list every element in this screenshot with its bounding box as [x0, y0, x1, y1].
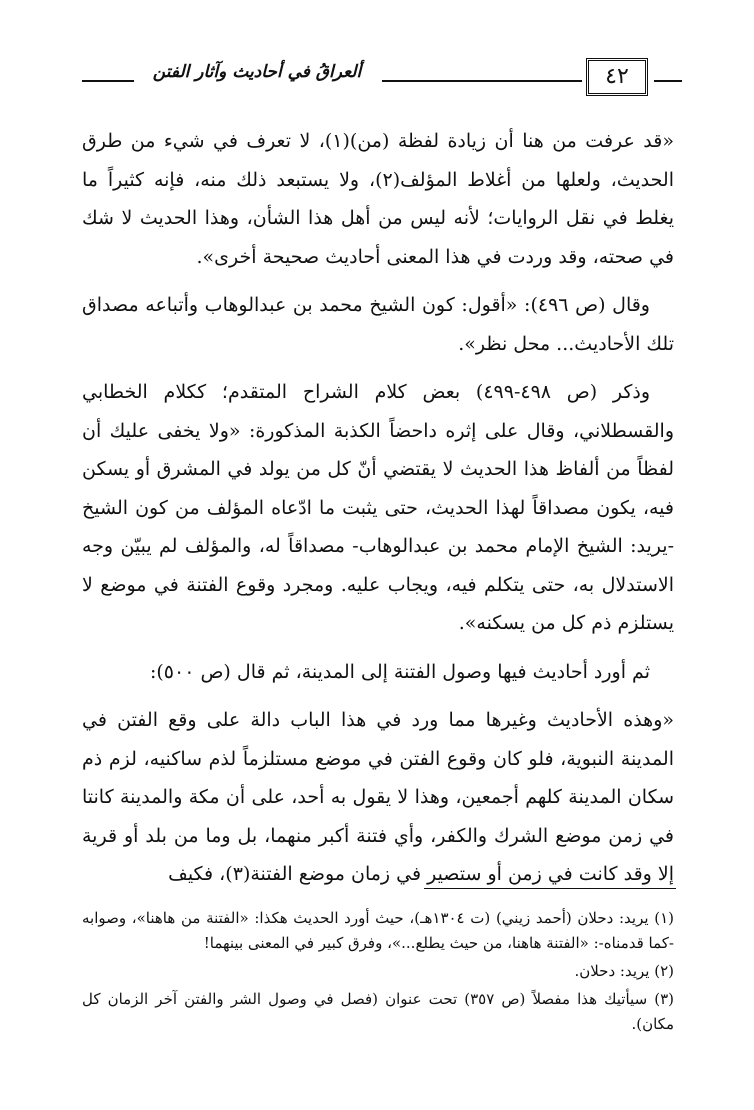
- main-text: [82, 122, 674, 904]
- header-rule-left: [82, 80, 134, 82]
- paragraph-4: ثم أورد أحاديث فيها وصول الفتنة إلى المدينة، ثم قال (ص ٥٠٠):: [149, 660, 650, 683]
- footnote-1: (١) يريد: دحلان (أحمد زيني) (ت ١٣٠٤هـ)، حيث أورد الحديث هكذا: «الفتنة من هاهنا»، وصوابه -كما قدمناه-: «الفتنة هاهنا، من حيث يطلع...»، وفرق كبير في المعنى بينهما!: [82, 909, 674, 952]
- paragraph-5: «وهذه الأحاديث وغيرها مما ورد في هذا الباب دالة على وقع الفتن في المدينة النبوية، فلو كان وقوع الفتن في موضع مستلزماً لذم ساكنيه، لزم ذم سكان المدينة كلهم أجمعين، وهذا لا يقول به أحد، على أن مكة والمدينة كانتا في زمن موضع الشرك والكفر، وأي فتنة أكبر منهما، بل وما من بلد أو قرية إلا وقد كانت في زمن أو ستصير في زمان موضع الفتنة(٣)، فكيف: [82, 709, 674, 885]
- paragraph-1: «قد عرفت من هنا أن زيادة لفظة (من)(١)، لا تعرف في شيء من طرق الحديث، ولعلها من أغلاط المؤلف(٢)، ولا يستبعد ذلك منه، فإنه كثيراً ما يغلط في نقل الروايات؛ لأنه ليس من أهل هذا الشأن، وهذا الحديث لا شك في صحته، وقد وردت في هذا المعنى أحاديث صحيحة أخرى».: [82, 130, 674, 268]
- footnote-3: (٣) سيأتيك هذا مفصلاً (ص ٣٥٧) تحت عنوان (فصل في وصول الشر والفتن آخر الزمان كل مكان).: [82, 990, 675, 1033]
- running-header: [82, 58, 682, 102]
- header-rule-right: [654, 80, 682, 82]
- book-title: ألعراقُ في أحاديث وآثار الفتن: [152, 62, 362, 82]
- paragraph-3: وذكر (ص ٤٩٨-٤٩٩) بعض كلام الشراح المتقدم؛ ككلام الخطابي والقسطلاني، وقال على إثره داحضاً الكذبة المذكورة: «ولا يخفى عليك أن لفظاً من ألفاظ هذا الحديث لا يقتضي أنّ كل من يولد في المشرق أو يسكن فيه، يكون مصداقاً لهذا الحديث، حتى يثبت ما ادّعاه المؤلف من كون الشيخ -يريد: الشيخ الإمام محمد بن عبدالوهاب- مصداقاً له، والمؤلف لم يبيّن وجه الاستدلال به، حتى يتكلم فيه، ويجاب عليه. ومجرد وقوع الفتنة في موضع لا يستلزم ذم كل من يسكنه».: [82, 381, 674, 634]
- footnote-separator: [424, 888, 676, 889]
- footnotes: [82, 906, 674, 1040]
- header-rule-middle: [382, 80, 582, 82]
- paragraph-2: وقال (ص ٤٩٦): «أقول: كون الشيخ محمد بن عبدالوهاب وأتباعه مصداق تلك الأحاديث... محل نظر».: [82, 294, 674, 355]
- footnote-2: (٢) يريد: دحلان.: [574, 962, 674, 980]
- page-number: ٤٢: [586, 58, 648, 96]
